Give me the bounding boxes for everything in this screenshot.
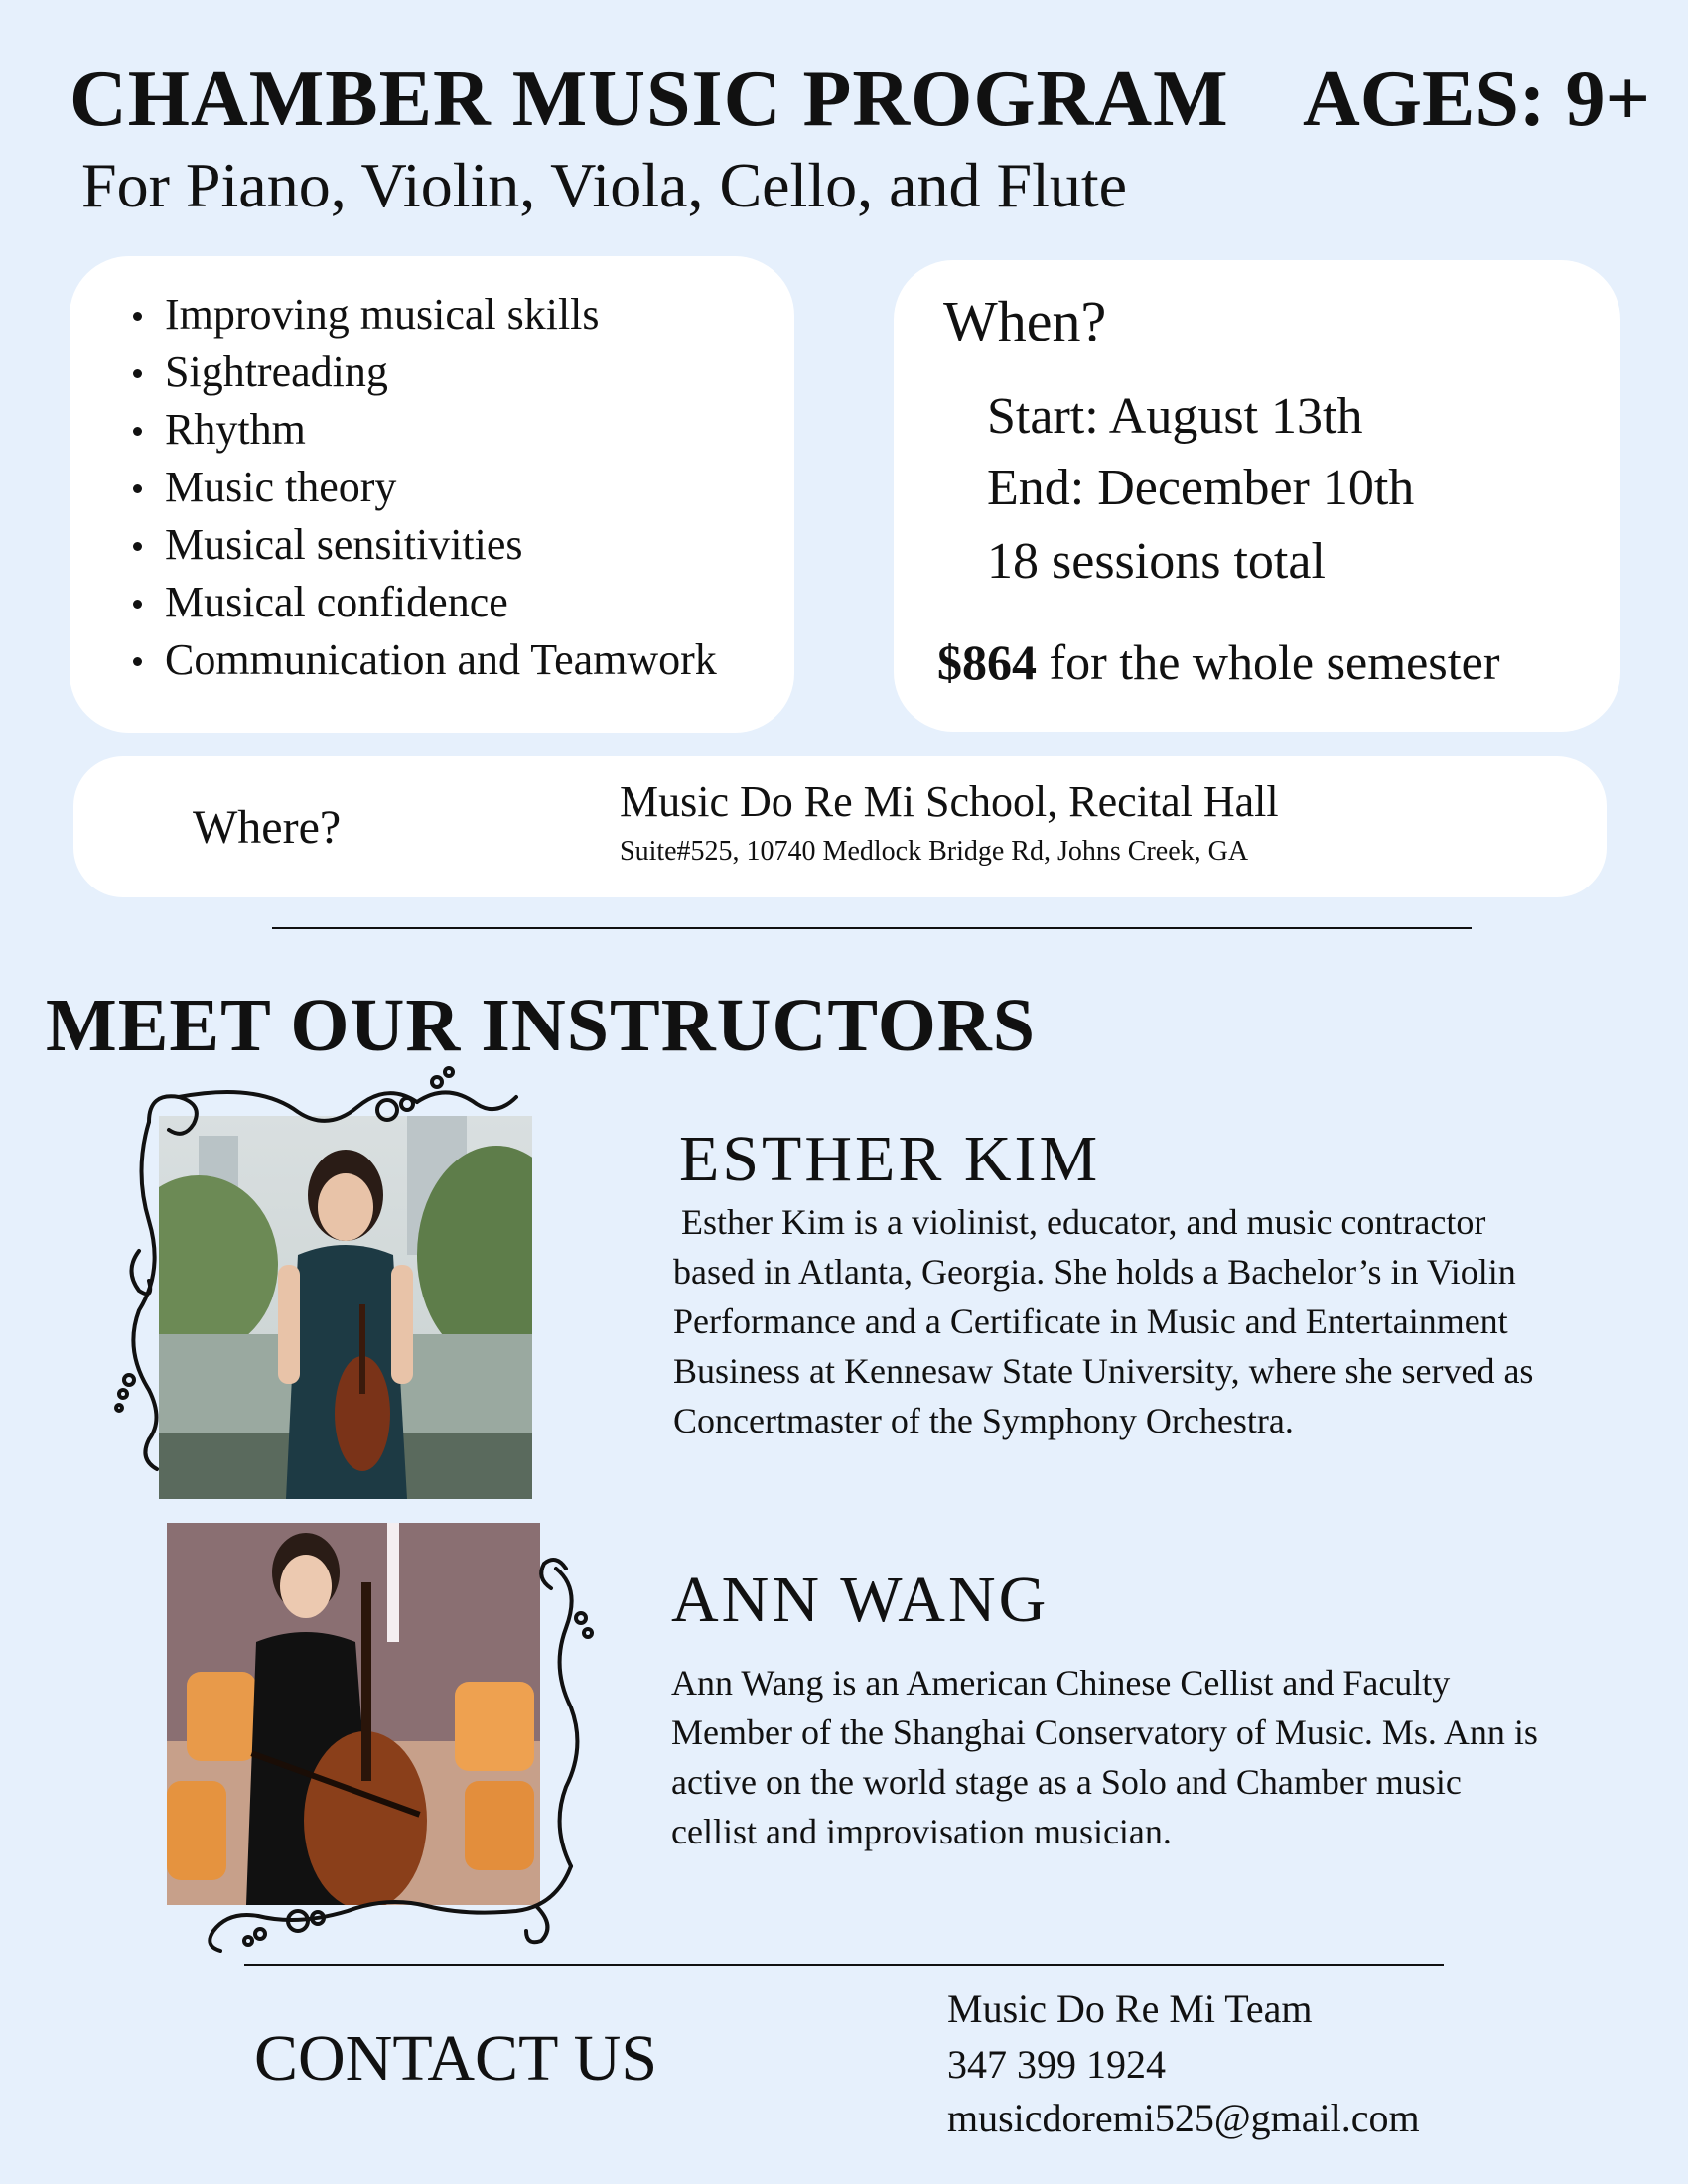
bullet-icon [133, 427, 142, 436]
bullet-icon [133, 484, 142, 493]
bullet-icon [133, 600, 142, 609]
program-title: CHAMBER MUSIC PROGRAM [70, 56, 1229, 143]
bullet-icon [133, 542, 142, 551]
instructor-photo-ann [167, 1523, 540, 1905]
instructor-bio: Ann Wang is an American Chinese Cellist and Faculty Member of the Shanghai Conservatory of Music. Ms. Ann is active on the world stage as a Solo and Chamber music cellist and improvisation musician. [671, 1663, 1538, 1851]
list-item: Music theory [125, 459, 717, 516]
bullet-icon [133, 312, 142, 321]
divider [272, 927, 1472, 929]
session-count: 18 sessions total [987, 533, 1326, 590]
contact-phone[interactable]: 347 399 1924 [947, 2042, 1166, 2087]
instructor-name: ANN WANG [671, 1564, 1050, 1636]
skills-list [125, 286, 717, 689]
price-description: for the whole semester [1037, 634, 1500, 690]
list-item: Sightreading [125, 343, 717, 401]
schedule-card [894, 260, 1620, 732]
venue-name: Music Do Re Mi School, Recital Hall [620, 777, 1279, 826]
divider [244, 1964, 1444, 1966]
contact-heading: CONTACT US [254, 2022, 658, 2095]
end-date: End: December 10th [987, 460, 1415, 516]
venue-address: Suite#525, 10740 Medlock Bridge Rd, Johns Creek, GA [620, 836, 1249, 867]
instructor-photo-esther [159, 1116, 532, 1499]
skills-card [70, 256, 794, 733]
age-requirement: AGES: 9+ [1303, 56, 1651, 143]
price-amount: $864 [937, 634, 1037, 690]
list-item: Rhythm [125, 401, 717, 459]
list-item: Musical confidence [125, 574, 717, 631]
bullet-icon [133, 369, 142, 378]
list-item: Improving musical skills [125, 286, 717, 343]
instruments-subtitle: For Piano, Violin, Viola, Cello, and Flute [81, 150, 1128, 220]
instructor-bio: Esther Kim is a violinist, educator, and music contractor based in Atlanta, Georgia. She holds a Bachelor’s in Violin Performance and a Certificate in Music and Entertainment Business at Kennesaw State University, where she served as Concertmaster of the Symphony Orchestra. [673, 1202, 1534, 1440]
list-item: Communication and Teamwork [125, 631, 717, 689]
when-heading: When? [943, 289, 1107, 353]
start-date: Start: August 13th [987, 388, 1363, 445]
cellist-photo-image [167, 1523, 540, 1905]
instructors-heading: MEET OUR INSTRUCTORS [46, 984, 1036, 1067]
where-heading: Where? [193, 801, 342, 854]
contact-team: Music Do Re Mi Team [947, 1986, 1313, 2031]
price [937, 633, 1500, 691]
bullet-icon [133, 657, 142, 666]
violinist-photo-image [159, 1116, 532, 1499]
instructor-name: ESTHER KIM [679, 1123, 1101, 1195]
contact-email[interactable]: musicdoremi525@gmail.com [947, 2096, 1420, 2140]
location-card [73, 756, 1607, 897]
list-item: Musical sensitivities [125, 516, 717, 574]
